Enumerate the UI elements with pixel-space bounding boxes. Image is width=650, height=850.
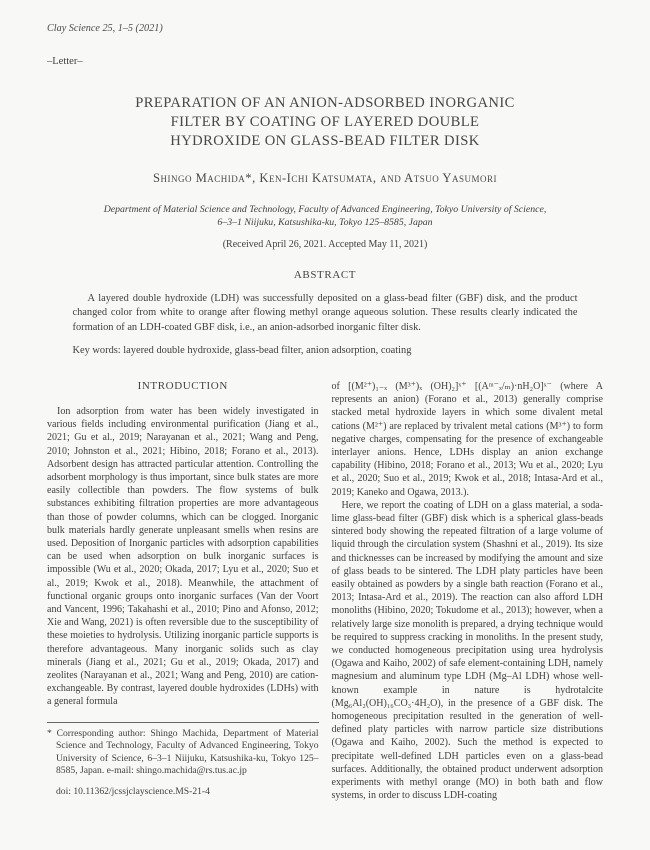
affiliation-line-2: 6–3–1 Niijuku, Katsushika-ku, Tokyo 125–8585, Japan xyxy=(217,217,433,228)
paper-title xyxy=(47,94,603,151)
affiliation xyxy=(47,203,603,229)
abstract-heading: ABSTRACT xyxy=(293,269,357,281)
article-type-label: –Letter– xyxy=(47,56,83,67)
introduction-heading: INTRODUCTION xyxy=(137,379,228,392)
body-paragraph-study: Here, we report the coating of LDH on a glass material, a soda-lime glass-bead filter (GBF) disk which is a spherical glass-beads sintered body showing the repeated filtration of a large volume of liquid through the circulation system (Shashni et al., 2019). Its size and thicknesses can be increased by modifying the amount and size of glass beads to be sintered. The LDH platy particles have been easily obtained as powders by a single bath reaction (Forano et al., 2013; Intasa-Ard et al., 2019). The reaction can also afford LDH monoliths (Hibino, 2020; Tokudome et al., 2013); however, when a relatively large size monolith is prepared, a drying technique would be required to suppress cracking in monoliths. In the present study, we conducted homogeneous precipitation using urea hydrolysis (Ogawa and Kaiho, 2002) of safe element-containing LDH, namely magnesium and aluminum type LDH (Mg–Al LDH) whose well-known example in nature is hydrotalcite (Mg₆Al₂(OH)₁₆CO₃·4H₂O), in the presence of a GBF disk. The homogeneous precipitation resulted in the generation of well-defined platy particles with narrow particle size distributions (Ogawa and Kaiho, 2002). Such the method is expected to precipitate well-defined LDH particles even on a glass-bead surfaces. Additionally, the obtained product underwent adsorption experiments with methyl orange (MO) in both bath and flow systems, in order to discuss LDH-coating xyxy=(331,499,603,802)
footnote-divider xyxy=(47,722,319,723)
two-column-body xyxy=(47,380,603,803)
received-accepted-line: (Received April 26, 2021. Accepted May 11, 2021) xyxy=(222,239,428,250)
affiliation-line-1: Department of Material Science and Technology, Faculty of Advanced Engineering, Tokyo University of Science, xyxy=(103,204,547,215)
abstract-text: A layered double hydroxide (LDH) was successfully deposited on a glass-bead filter (GBF) disk, and the product changed color from white to orange after flowing methyl orange aqueous solution. These results clearly indicated the formation of an LDH-coated GBF disk, i.e., an anion-adsorbed inorganic filter disk. xyxy=(72,293,578,333)
body-paragraph-formula: of [(M²⁺)₁₋ₓ (M³⁺)ₓ (OH)₂]ˣ⁺ [(Aᵐ⁻ₓ/ₘ)·nH₂O]ˣ⁻ (where A represents an anion) (Forano et al., 2013) generally comprise stacked metal hydroxide layers in which some divalent metal cations (M²⁺) are replaced by trivalent metal cations (M³⁺) to form negative charges, compensating for the presence of exchangeable interlayer anions. Hence, LDHs display an anion exchange capability (Hibino, 2018; Forano et al., 2013; Wu et al., 2020; Lyu et al., 2020; Suo et al., 2019; Kwok et al., 2018; Intasa-Ard et al., 2019; Kaneko and Ogawa, 2013.). xyxy=(331,380,603,498)
keywords-line: Key words: layered double hydroxide, glass-bead filter, anion adsorption, coating xyxy=(72,344,412,356)
footnote-block xyxy=(47,722,319,799)
corresponding-author-note: * Corresponding author: Shingo Machida, Department of Material Science and Technology, Faculty of Advanced Engineering, Tokyo University of Science, 6–3–1 Niijuku, Katsushika-ku, Tokyo 125–8585, Japan. e-mail: shingo.machida@rs.tus.ac.jp xyxy=(47,727,319,777)
title-line-2: FILTER BY COATING OF LAYERED DOUBLE xyxy=(170,114,480,130)
introduction-paragraph: Ion adsorption from water has been widely investigated in various fields including environmental purification (Jiang et al., 2021; Gu et al., 2019; Narayanan et al., 2021; Wang and Peng, 2010; Johnston et al., 2021; Hibino, 2018; Forano et al., 2013). Adsorbent design has attracted particular attention. Controlling the adsorbent morphology is thus important, since bulk states are more easily collectible than powders. The flow systems of bulk substances exhibiting filtration properties are more advantageous than those of powder columns, which can be clogged. Inorganic bulk materials hardly generate unpleasant smells when resins are used. Deposition of Inorganic particles with adsorption capabilities can be used when adsorption on bulk inorganic surfaces is impossible (Wu et al., 2020; Okada, 2017; Lyu et al., 2020; Suo et al., 2019; Kwok et al., 2018). Meanwhile, the attachment of functional organic groups onto inorganic surfaces (Van der Voort and Vancent, 1996; Takahashi et al., 2010; Pino and Afonso, 2012; Xie and Wang, 2021) is often reversible due to the susceptibility of these moieties to hydrolysis. Utilizing inorganic particle supports is therefore advantageous. Many inorganic solids such as clay minerals (Jiang et al., 2021; Gu et al., 2019; Okada, 2017) and zeolites (Narayanan et al., 2021; Wang and Peng, 2010) are cation-exchangeable. By contrast, layered double hydroxides (LDHs) with a general formula xyxy=(47,405,319,708)
title-line-1: PREPARATION OF AN ANION-ADSORBED INORGANIC xyxy=(135,95,515,111)
right-column xyxy=(332,380,604,803)
left-column xyxy=(47,380,319,803)
authors-line: Shingo Machida*, Ken-Ichi Katsumata, and Atsuo Yasumori xyxy=(152,171,498,185)
doi-line: doi: 10.11362/jcssjclayscience.MS-21-4 xyxy=(56,785,210,797)
journal-citation: Clay Science 25, 1–5 (2021) xyxy=(47,23,163,34)
title-line-3: HYDROXIDE ON GLASS-BEAD FILTER DISK xyxy=(170,133,480,149)
